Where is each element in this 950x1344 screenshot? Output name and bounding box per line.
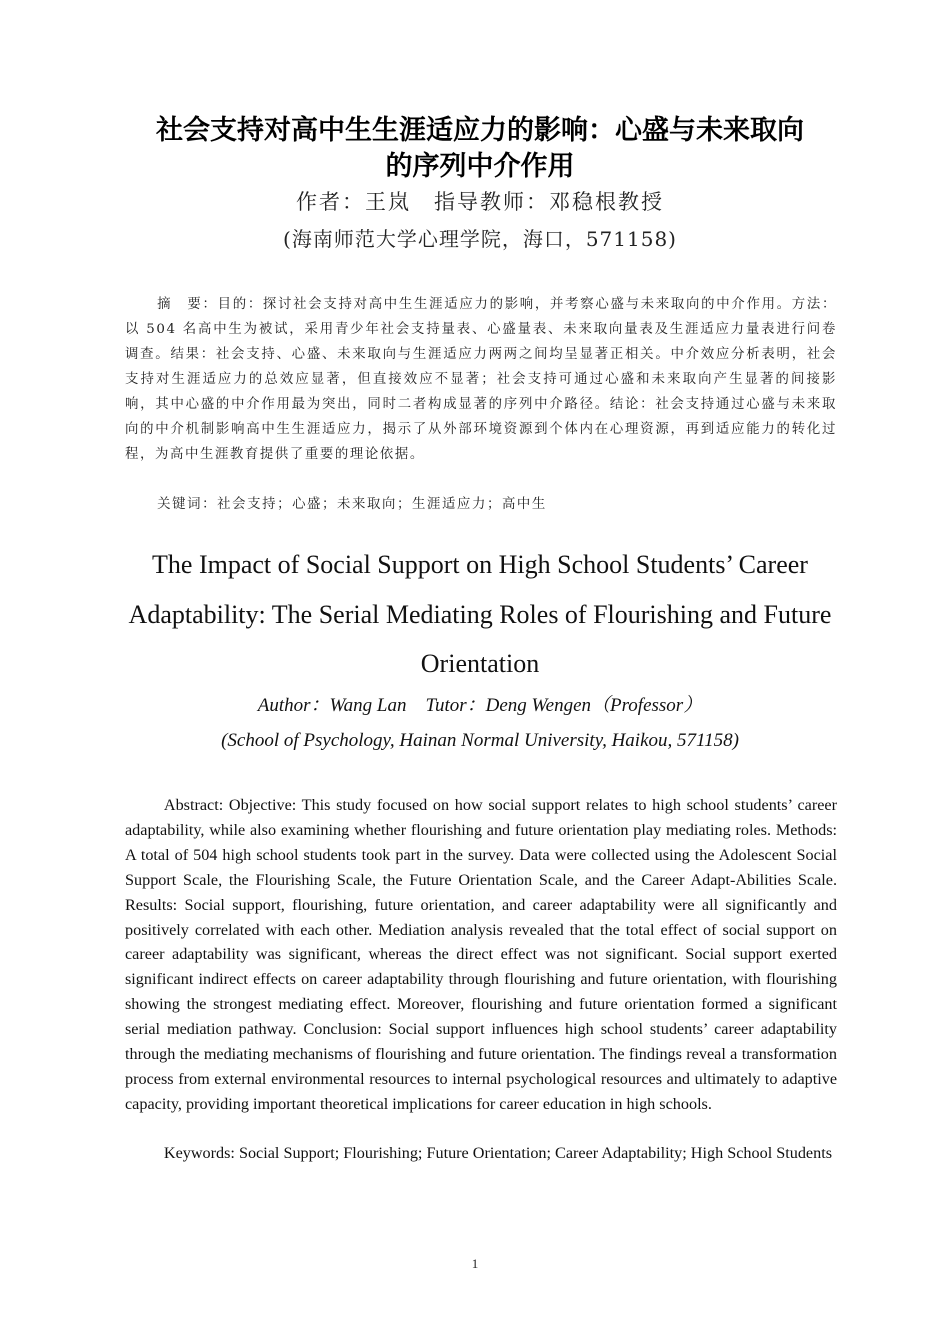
chinese-author-line: 作者：王岚 指导教师：邓稳根教授 [296,190,664,214]
chinese-title [120,113,840,185]
english-affiliation: (School of Psychology, Hainan Normal University, Haikou, 571158) [221,730,739,751]
english-author-line: Author：Wang Lan Tutor：Deng Wengen（Professor） [257,695,703,716]
page-number: 1 [471,1256,479,1271]
english-title-line-1: The Impact of Social Support on High School Students’ Career [152,550,808,579]
chinese-title-line-2: 的序列中介作用 [385,151,575,182]
chinese-title-line-1: 社会支持对高中生生涯适应力的影响：心盛与未来取向 [156,115,804,146]
english-keywords: Keywords: Social Support; Flourishing; Future Orientation; Career Adaptability; High School Students [163,1144,832,1162]
chinese-affiliation: (海南师范大学心理学院，海口，571158) [283,227,677,251]
english-title-line-2: Adaptability: The Serial Mediating Roles of Flourishing and Future [128,599,832,629]
english-abstract: Abstract: Objective: This study focused on how social support relates to high school students’ career adaptability, while also examining whether flourishing and future orientation play mediating roles. Methods: A total of 504 high school students took part in the survey. Data were collected using the Adolescent Social Support Scale, the Flourishing Scale, the Future Orientation Scale, and the Career Adapt-Abilities Scale. Results: Social support, flourishing, future orientation, and career adaptability were all significantly and positively correlated with each other. Mediation analysis revealed that the total effect of social support on career adaptability was significant, whereas the direct effect was not significant. Social support exerted significant indirect effects on career adaptability through flourishing and future orientation, with flourishing showing the strongest mediating effect. Moreover, flourishing and future orientation formed a significant serial mediation pathway. Conclusion: Social support influences high school students’ career adaptability through the mediating mechanisms of flourishing and future orientation. The findings reveal a transformation process from external environmental resources to internal psychological resources and ultimately to adaptive capacity, providing important theoretical implications for career education in high schools. [125,796,837,1113]
chinese-abstract: 摘 要：目的：探讨社会支持对高中生生涯适应力的影响，并考察心盛与未来取向的中介作用。方法：以 504 名高中生为被试，采用青少年社会支持量表、心盛量表、未来取向量表及生涯适应力量表进行问卷调查。结果：社会支持、心盛、未来取向与生涯适应力两两之间均呈显著正相关。中介效应分析表明，社会支持对生涯适应力的总效应显著，但直接效应不显著；社会支持可通过心盛和未来取向产生显著的间接影响，其中心盛的中介作用最为突出，同时二者构成显著的序列中介路径。结论：社会支持通过心盛与未来取向的中介机制影响高中生生涯适应力，揭示了从外部环境资源到个体内在心理资源，再到适应能力的转化过程，为高中生涯教育提供了重要的理论依据。 [125,297,837,462]
english-title [120,540,840,689]
english-title-line-3: Orientation [420,649,540,678]
chinese-keywords: 关键词：社会支持；心盛；未来取向；生涯适应力；高中生 [157,497,547,512]
